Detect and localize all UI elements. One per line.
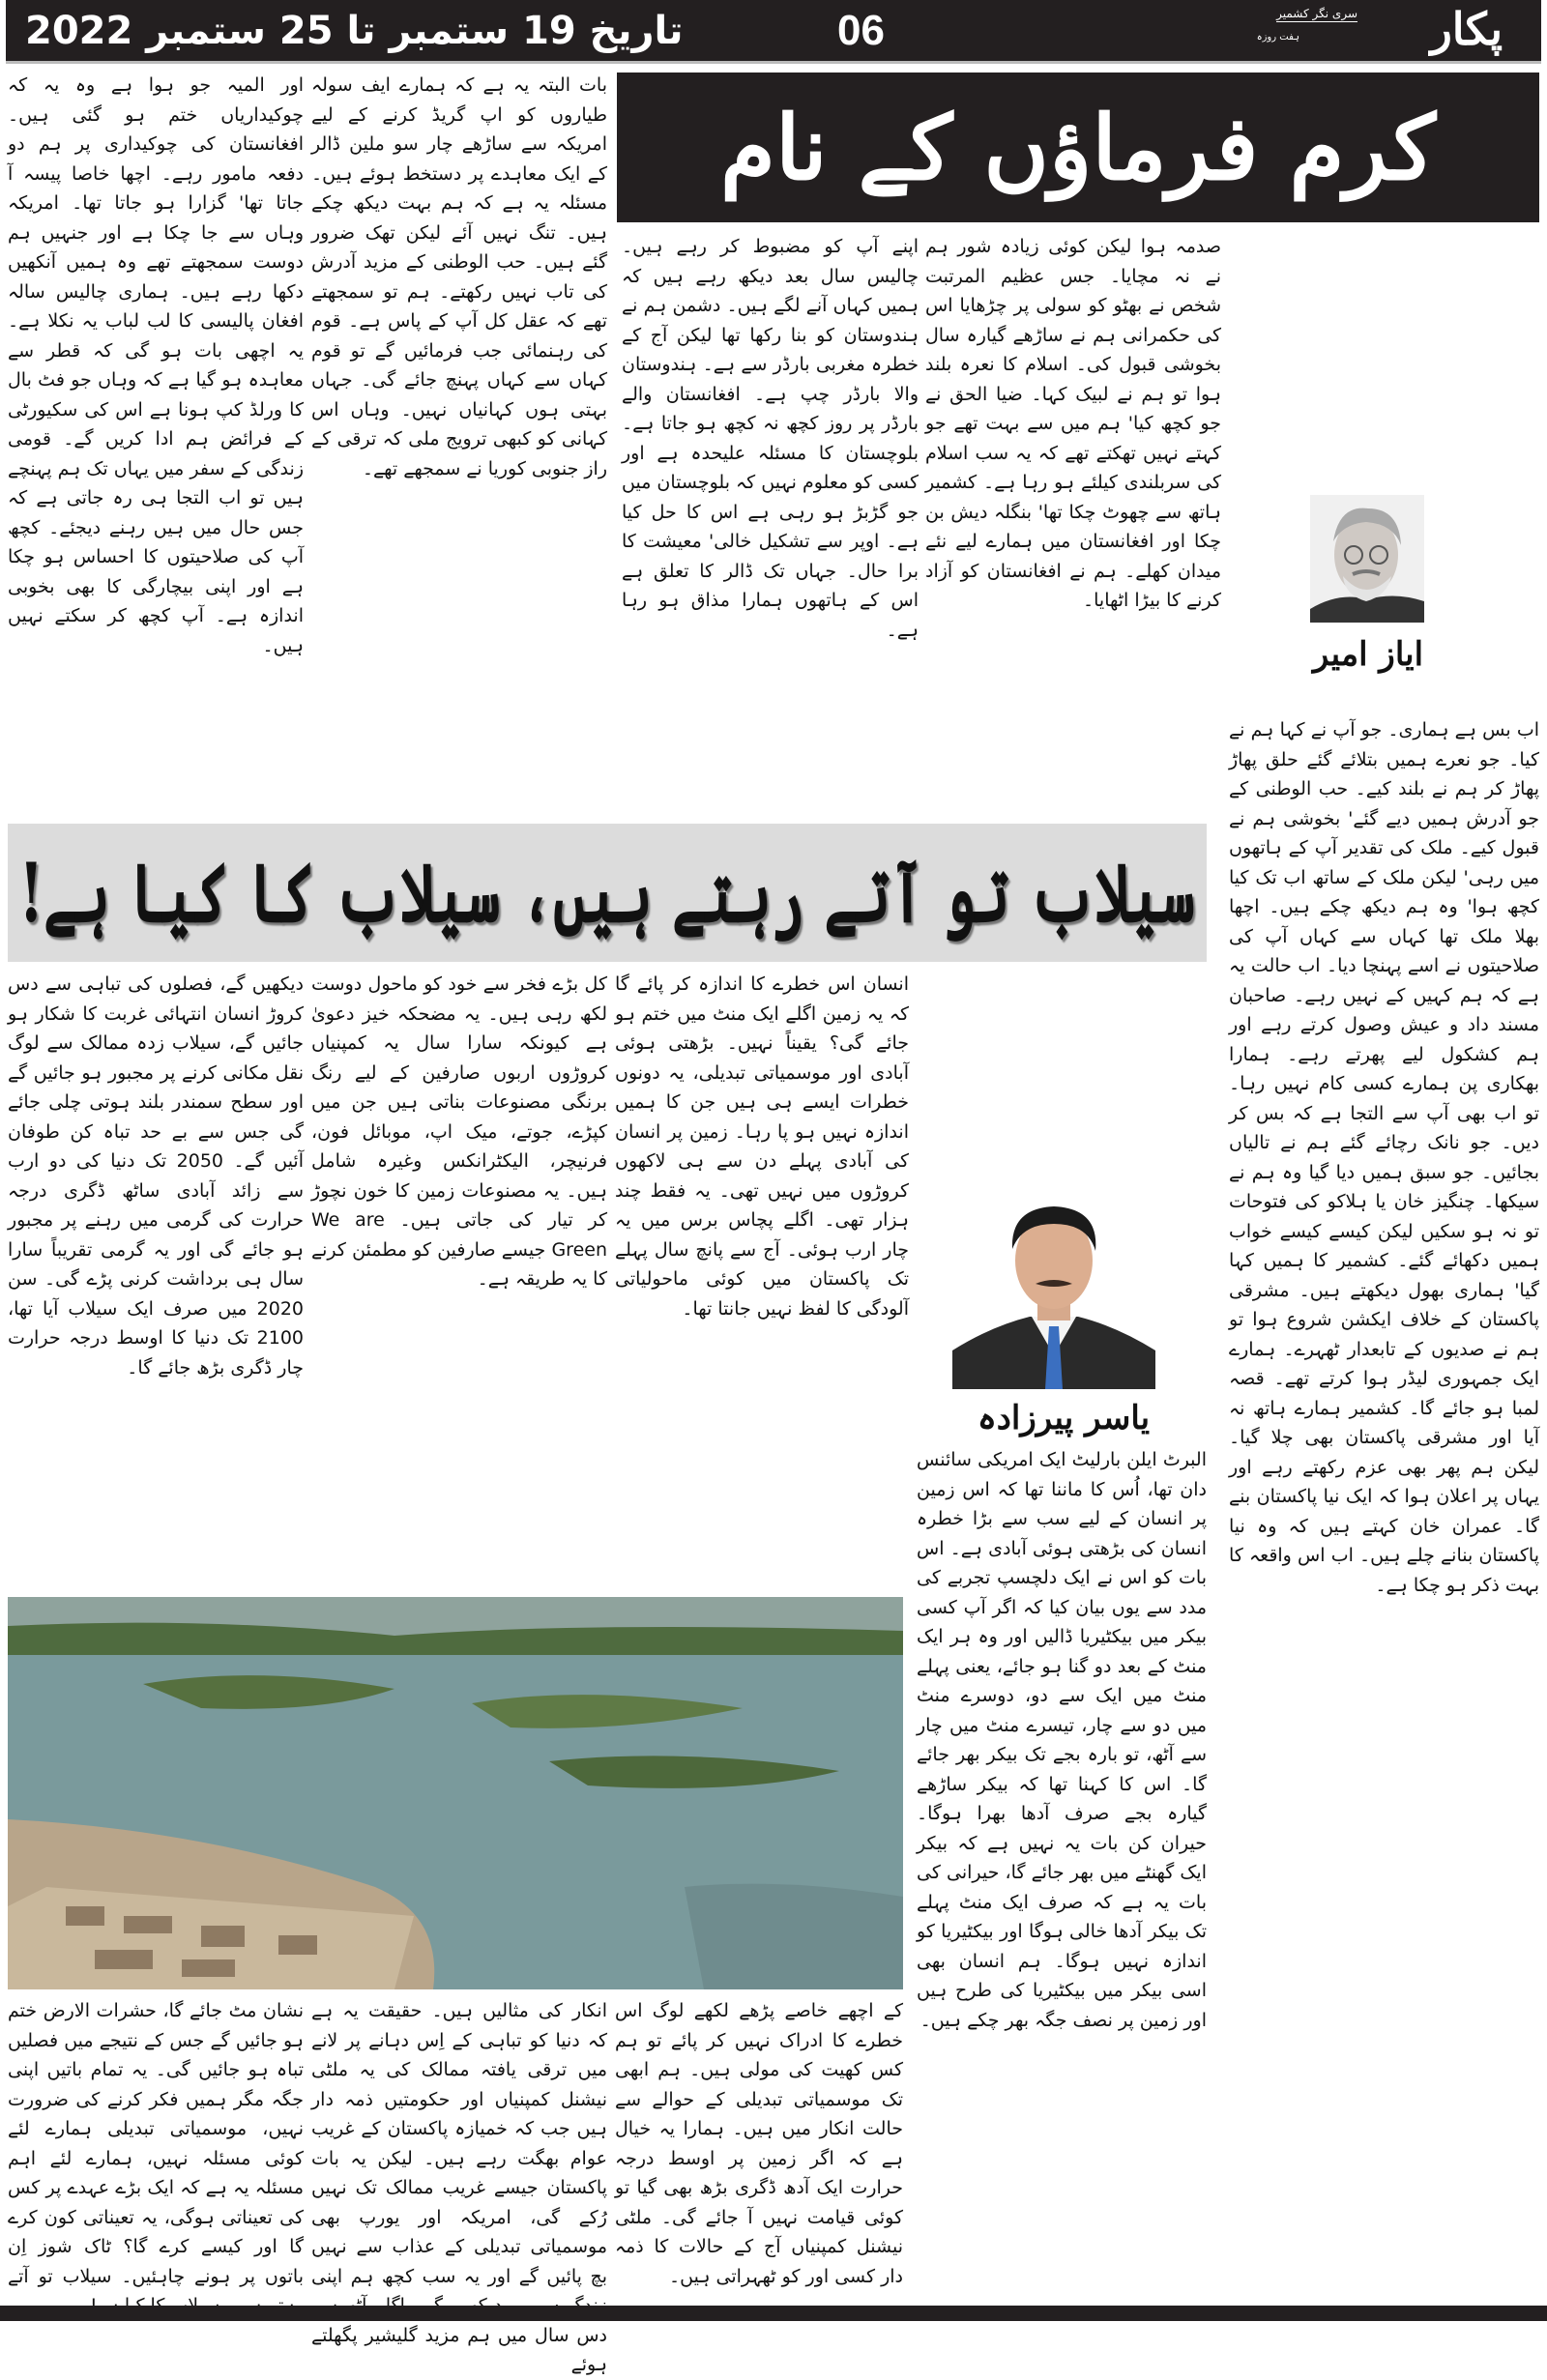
- article1-headline: کرم فرماؤں کے نام: [720, 95, 1436, 200]
- article1-column: اپنے آپ کو مضبوط کر رہے ہیں۔ چالیس سال بعد دیکھ رہے ہیں کہ ہمیں کہاں آنے لگے ہیں۔ دشمن ہم نے ہندوستان کو بنا رکھا تھا لیکن آج کے خطرہ مغربی بارڈر سے ہے۔ ہندوستان والا بارڈر چپ ہے۔ افغانستان والے بارڈر پر روز کچھ نہ کچھ ہو جاتا ہے۔ بلوچستان کا مسئلہ علیحدہ ہے اور کسی کو معلوم نہیں کہ بلوچستان میں جو گڑبڑ ہو رہی ہے اس کا حل کیا ہے۔ اوپر سے تشکیل خالی' معیشت کا برا حال۔ جہاں تک ڈالر کا تعلق ہے اس کے ہاتھوں ہمارا مذاق ہو رہا ہے۔: [622, 236, 919, 641]
- article1-column: اب بس ہے ہماری۔ جو آپ نے کہا ہم نے کیا۔ جو نعرے ہمیں بتلائے گئے حلق پھاڑ پھاڑ کر ہم نے بلند کیے۔ حب الوطنی کے جو آدرش ہمیں دیے گئے' بخوشی ہم نے قبول کیے۔ ملک کی تقدیر آپ کے ہاتھوں میں رہی' لیکن ملک کے ساتھ اب تک کیا کچھ ہوا' وہ ہم دیکھ چکے ہیں۔ اچھا بھلا ملک تھا کہاں سے کہاں آپ کی صلاحیتوں نے اسے پہنچا دیا۔ اب حالت یہ ہے کہ ہم کہیں کے نہیں رہے۔ صاحبان مسند داد و عیش وصول کرتے رہے اور ہم کشکول لیے پھرتے رہے۔ ہمارا بھکاری پن ہمارے کسی کام نہیں رہا۔ تو اب بھی آپ سے التجا ہے کہ بس کر دیں۔ جو نانک رچائے گئے ہم نے تالیاں بجائیں۔ جو سبق ہمیں دیا گیا وہ ہم نے سیکھا۔ چنگیز خان یا ہلاکو کی فتوحات تو نہ ہو سکیں لیکن کیسے کیسے خواب ہمیں دکھائے گئے۔ کشمیر کا ہمیں کہا گیا' ہماری بھول دیکھتے ہیں۔ مشرقی پاکستان کے خلاف ایکشن شروع ہوا تو ہم نے صدیوں کے تابعدار ٹھہرے۔ ہمارے ایک جمہوری لیڈر ہوا کرتے تھے۔ قصہ لمبا ہو جائے گا۔ کشمیر ہمارے ہاتھ نہ آیا اور مشرقی پاکستان بھی چلا گیا۔ لیکن ہم پھر بھی عزم رکھتے رہے اور یہاں پر اعلان ہوا کہ ایک نیا پاکستان بنے گا۔ عمران خان کہتے ہیں کہ وہ نیا پاکستان بنانے چلے ہیں۔ اب اس واقعہ کا بہت ذکر ہو چکا ہے۔: [1229, 719, 1539, 1596]
- article2-column: نشان مٹ جائے گا، حشرات الارض ختم ہو جائیں گے جس کے نتیجے میں فصلیں تباہ ہو جائیں گی۔ یہ تمام باتیں اپنی جگہ مگر ہمیں فکر کرنے کی ضرورت نہیں، موسمیاتی تبدیلی ہمارے لئے کوئی مسئلہ نہیں، ہمارے لئے اہم مسئلہ یہ ہے کہ ایک بڑے عہدے پر کس کی تعیناتی ہوگی، یہ تعیناتی کون کرے گا اور کیسے کرے گا؟ ٹاک شوز اِن باتوں پر ہونے چاہئیں۔ سیلاب تو آتے: [8, 2000, 304, 2287]
- author-photo-ayaz-amir: [1310, 495, 1424, 623]
- author-photo-yasir-pirzada: [952, 1191, 1155, 1389]
- newspaper-logo: پکار: [1430, 3, 1503, 55]
- dateline: تاریخ 19 ستمبر تا 25 ستمبر 2022: [25, 9, 684, 53]
- article1-column: بات البتہ یہ ہے کہ ہمارے ایف سولہ طیاروں کو اپ گریڈ کرنے کے لیے امریکہ سے ساڑھے چار سو ملین ڈالر کے ایک معاہدے پر دستخط ہوئے ہیں۔ مسئلہ یہ ہے کہ ہم بہت دیکھ چکے ہیں۔ تنگ نہیں آئے لیکن تھک ضرور گئے ہیں۔ حب الوطنی کے مزید آدرش کی تاب نہیں رکھتے۔ ہم تو سمجھتے تھے کہ عقل کل آپ کے پاس ہے۔ قوم کی رہنمائی جب فرمائیں گے تو قوم کہاں سے کہاں پہنچ جائے گی۔ جہاں بہتی ہوں کہانیاں نہیں۔ وہاں اس کہانی کو کبھی ترویج ملی کہ ترقی کے راز جنوبی کوریا نے سمجھے تھے۔: [311, 74, 607, 479]
- page-number: 06: [837, 7, 885, 54]
- article2-column: انسان اس خطرے کا اندازہ کر پائے گا کہ یہ زمین اگلے ایک منٹ میں ختم ہو جائے گی؟ یقیناً نہیں۔ بڑھتی ہوئی آبادی اور موسمیاتی تبدیلی، یہ دونوں خطرات ایسے ہی ہیں جن کا ہمیں اندازہ نہیں ہو پا رہا۔ زمین پر انسان کی آبادی پہلے دن سے ہی لاکھوں کروڑوں میں نہیں تھی۔ یہ فقط چند ہزار تھی۔ اگلے پچاس برس میں یہ چار ارب ہوئی۔ آج سے پانچ سال پہلے تک پاکستان میں کوئی ماحولیاتی آلودگی کا لفظ نہیں جانتا تھا۔: [615, 973, 909, 1320]
- article2-column: البرٹ ایلن بارلیٹ ایک امریکی سائنس دان تھا، اُس کا ماننا تھا کہ اس زمین پر انسان کے لیے سب سے بڑا خطرہ انسان کی بڑھتی ہوئی آبادی ہے۔ اس بات کو اس نے ایک دلچسپ تجربے کی مدد سے یوں بیان کیا کہ اگر آپ کسی بیکر میں بیکٹیریا ڈالیں اور وہ ہر ایک منٹ کے بعد دو گنا ہو جائے، یعنی پہلے منٹ میں ایک سے دو، دوسرے منٹ میں دو سے چار، تیسرے منٹ میں چار سے آٹھ، تو بارہ بجے تک بیکر بھر جائے گا۔ اس کا کہنا تھا کہ بیکر ساڑھے گیارہ بجے صرف آدھا بھرا ہوگا۔ حیران کن بات یہ نہیں ہے کہ بیکر ایک گھنٹے میں بھر جائے گا، حیرانی کی بات یہ ہے کہ صرف ایک منٹ پہلے تک بیکر آدھا خالی ہوگا اور بیکٹیریا کو اندازہ نہیں ہوگا۔ ہم انسان بھی اسی بیکر میں بیکٹیریا کی طرح ہیں اور زمین پر نصف جگہ بھر چکے ہیں۔: [917, 1449, 1207, 2031]
- masthead: [6, 0, 1541, 64]
- dateline-container: [25, 4, 799, 60]
- author-name: ایاز امیر: [1312, 635, 1424, 674]
- article2-headline-box: [8, 824, 1207, 962]
- article2-column: کے اچھے خاصے پڑھے لکھے لوگ اس خطرے کا ادراک نہیں کر پائے تو ہم کس کھیت کی مولی ہیں۔ ہم ابھی تک موسمیاتی تبدیلی کے حوالے سے حالت انکار میں ہیں۔ ہمارا یہ خیال ہے کہ اگر زمین پر اوسط درجہ حرارت ایک آدھ ڈگری بڑھ بھی گیا تو کوئی قیامت نہیں آ جائے گی۔ ملٹی نیشنل کمپنیاں آج کے حالات کا ذمہ دار کسی اور کو ٹھہراتی ہیں۔: [615, 2000, 903, 2287]
- article2-column: انکار کی مثالیں ہیں۔ حقیقت یہ ہے کہ دنیا کو تباہی کے اِس دہانے پر لانے میں ترقی یافتہ ممالک کی یہ ملٹی نیشنل کمپنیاں اور حکومتیں ذمہ دار ہیں جب کہ خمیازہ پاکستان کے غریب عوام بھگت رہے ہیں۔ لیکن یہ بات پاکستان جیسے غریب ممالک تک نہیں رُکے گی، امریکہ اور یورپ بھی موسمیاتی تبدیلی کے عذاب سے نہیں بچ پائیں گے اور یہ سب کچھ ہم اپنی دس سال میں ہم مزید گلیشیر پگھلتے ہوئے: [311, 2000, 607, 2375]
- location-label: سری نگر کشمیر: [1276, 7, 1357, 20]
- article1-column: اور المیہ جو ہوا ہے وہ یہ کہ چوکیداریاں ختم ہو گئی ہیں۔ افغانستان کی چوکیداری پر ہم دو دفعہ مامور رہے۔ اچھا خاصا پیسہ آ جاتا تھا' گزارا ہو جاتا تھا۔ امریکہ وہاں سے جا چکا ہے اور جنہیں ہم دوست سمجھتے تھے وہ ہمیں آنکھیں دکھا رہے ہیں۔ ہماری چالیس سالہ افغان پالیسی کا لب لباب یہ نکلا ہے۔ یہ اچھی بات ہو گی کہ قطر سے معاہدہ ہو گیا ہے کہ وہاں جو فٹ بال کا ورلڈ کپ ہونا ہے اس کی سکیورٹی کے فرائض ہم ادا کریں گے۔ قومی زندگی کے سفر میں یہاں تک ہم پہنچے ہیں تو اب التجا ہی رہ جاتی ہے کہ جس حال میں ہیں رہنے دیجئے۔ کچھ آپ کی صلاحیتوں کا احساس ہو چکا ہے اور اپنی بیچارگی کا بھی بخوبی اندازہ ہے۔ آپ کچھ کر سکتے نہیں ہیں۔: [8, 74, 304, 656]
- author-name: یاسر پیرزادہ: [977, 1399, 1151, 1437]
- article1-column: صدمہ ہوا لیکن کوئی زیادہ شور ہم نے نہ مچایا۔ جس عظیم المرتبت شخص نے بھٹو کو سولی پر چڑھایا اس کی حکمرانی ہم نے ساڑھے گیارہ سال بخوشی قبول کی۔ اسلام کا نعرہ بلند ہوا تو ہم نے لبیک کہا۔ ضیا الحق نے جو کچھ کیا' ہم میں سے بہت تھے جو کہتے نہیں تھکتے تھے کہ یہ سب اسلام کی سربلندی کیلئے ہو رہا ہے۔ کشمیر ہاتھ سے چھوٹ چکا تھا' بنگلہ دیش بن چکا اور افغانستان میں ہمارے لیے نئے میدان کھلے۔ ہم نے افغانستان کو آزاد کرنے کا بیڑا اٹھایا۔: [925, 236, 1221, 611]
- flood-photo: [8, 1597, 903, 1989]
- article1-headline-box: [617, 73, 1539, 222]
- bottom-bar: [0, 2306, 1547, 2321]
- article2-column: کل بڑے فخر سے خود کو ماحول دوست لکھ رہی ہیں۔ یہ مضحکہ خیز دعویٰ ہے کیونکہ سارا سال یہ کمپنیاں کروڑوں اربوں صارفین کے لیے رنگ برنگی مصنوعات بناتی ہیں جن میں کپڑے، جوتے، میک اپ، موبائل فون، فرنیچر، الیکٹرانکس وغیرہ شامل ہیں۔ یہ مصنوعات زمین کا خون نچوڑ کر تیار کی جاتی ہیں۔ We are Green جیسے صارفین کو مطمئن کرنے کا یہ طریقہ ہے۔: [311, 973, 607, 1290]
- article2-headline: سیلاب تو آتے رہتے ہیں، سیلاب کا کیا ہے!: [18, 844, 1196, 941]
- article2-column: دیکھیں گے، فصلوں کی تباہی سے دس کروڑ انسان انتہائی غربت کا شکار ہو جائیں گے، سیلاب زدہ ممالک سے لوگ نقل مکانی کرنے پر مجبور ہو جائیں گے اور سطح سمندر بلند ہوتی چلی جائے گی جس سے بے حد تباہ کن طوفان آئیں گے۔ 2050 تک دنیا کی دو ارب سے زائد آبادی ساٹھ ڈگری درجہ حرارت کی گرمی میں رہنے پر مجبور ہو جائے گی اور یہ گرمی تقریباً سارا سال ہی برداشت کرنی پڑے گی۔ سن 2020 میں صرف ایک سیلاب آیا تھا، 2100 تک دنیا کا اوسط درجہ حرارت چار ڈگری بڑھ جائے گا۔: [8, 973, 305, 1379]
- frequency-label: ہفت روزہ: [1256, 32, 1299, 43]
